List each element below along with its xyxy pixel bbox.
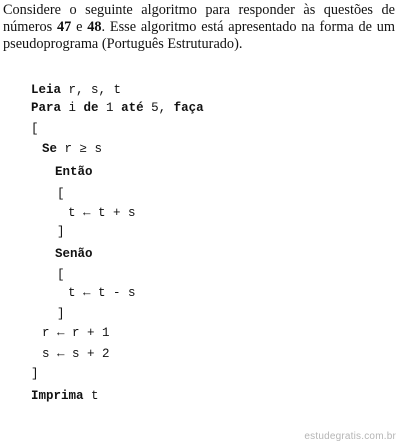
- code-text: 5,: [143, 101, 174, 115]
- keyword-faca: faça: [173, 101, 204, 115]
- code-text: t: [83, 389, 99, 403]
- code-text: 1: [98, 101, 122, 115]
- keyword-senao: Senão: [55, 247, 93, 261]
- code-line-close-bracket: ]: [57, 225, 65, 239]
- code-line-print: [31, 389, 99, 403]
- code-line-open-bracket: [: [31, 122, 39, 136]
- code-line-if: [42, 142, 102, 156]
- question-number-48: 48: [87, 19, 102, 35]
- code-line-assign-t-plus: t ← t + s: [68, 206, 136, 220]
- code-line-open-bracket: [: [57, 268, 65, 282]
- intro-text-3: . Esse algoritmo está apresentado na forma de um pseudoprograma (Português Estruturado).: [3, 19, 395, 52]
- keyword-leia: Leia: [31, 83, 62, 97]
- code-line-open-bracket: [: [57, 187, 65, 201]
- site-watermark: estudegratis.com.br: [304, 431, 396, 442]
- code-line-close-bracket: ]: [31, 367, 39, 381]
- code-line-increment-s: s ← s + 2: [42, 347, 110, 361]
- keyword-ate: até: [121, 101, 144, 115]
- question-number-47: 47: [57, 19, 72, 35]
- keyword-para: Para: [31, 101, 62, 115]
- code-line-read: [31, 83, 121, 97]
- keyword-de: de: [83, 101, 99, 115]
- code-text: r, s, t: [61, 83, 122, 97]
- code-line-increment-r: r ← r + 1: [42, 326, 110, 340]
- code-line-assign-t-minus: t ← t - s: [68, 286, 136, 300]
- code-line-else: [55, 247, 93, 261]
- intro-text-2: e: [71, 19, 88, 35]
- code-line-close-bracket: ]: [57, 307, 65, 321]
- keyword-entao: Então: [55, 165, 93, 179]
- intro-text-1: Considere o seguinte algoritmo para responder às questões de números: [3, 2, 395, 35]
- keyword-imprima: Imprima: [31, 389, 84, 403]
- code-text: i: [61, 101, 84, 115]
- code-line-for: [31, 101, 204, 115]
- code-text: r ≥ s: [57, 142, 103, 156]
- keyword-se: Se: [42, 142, 58, 156]
- code-line-then: [55, 165, 93, 179]
